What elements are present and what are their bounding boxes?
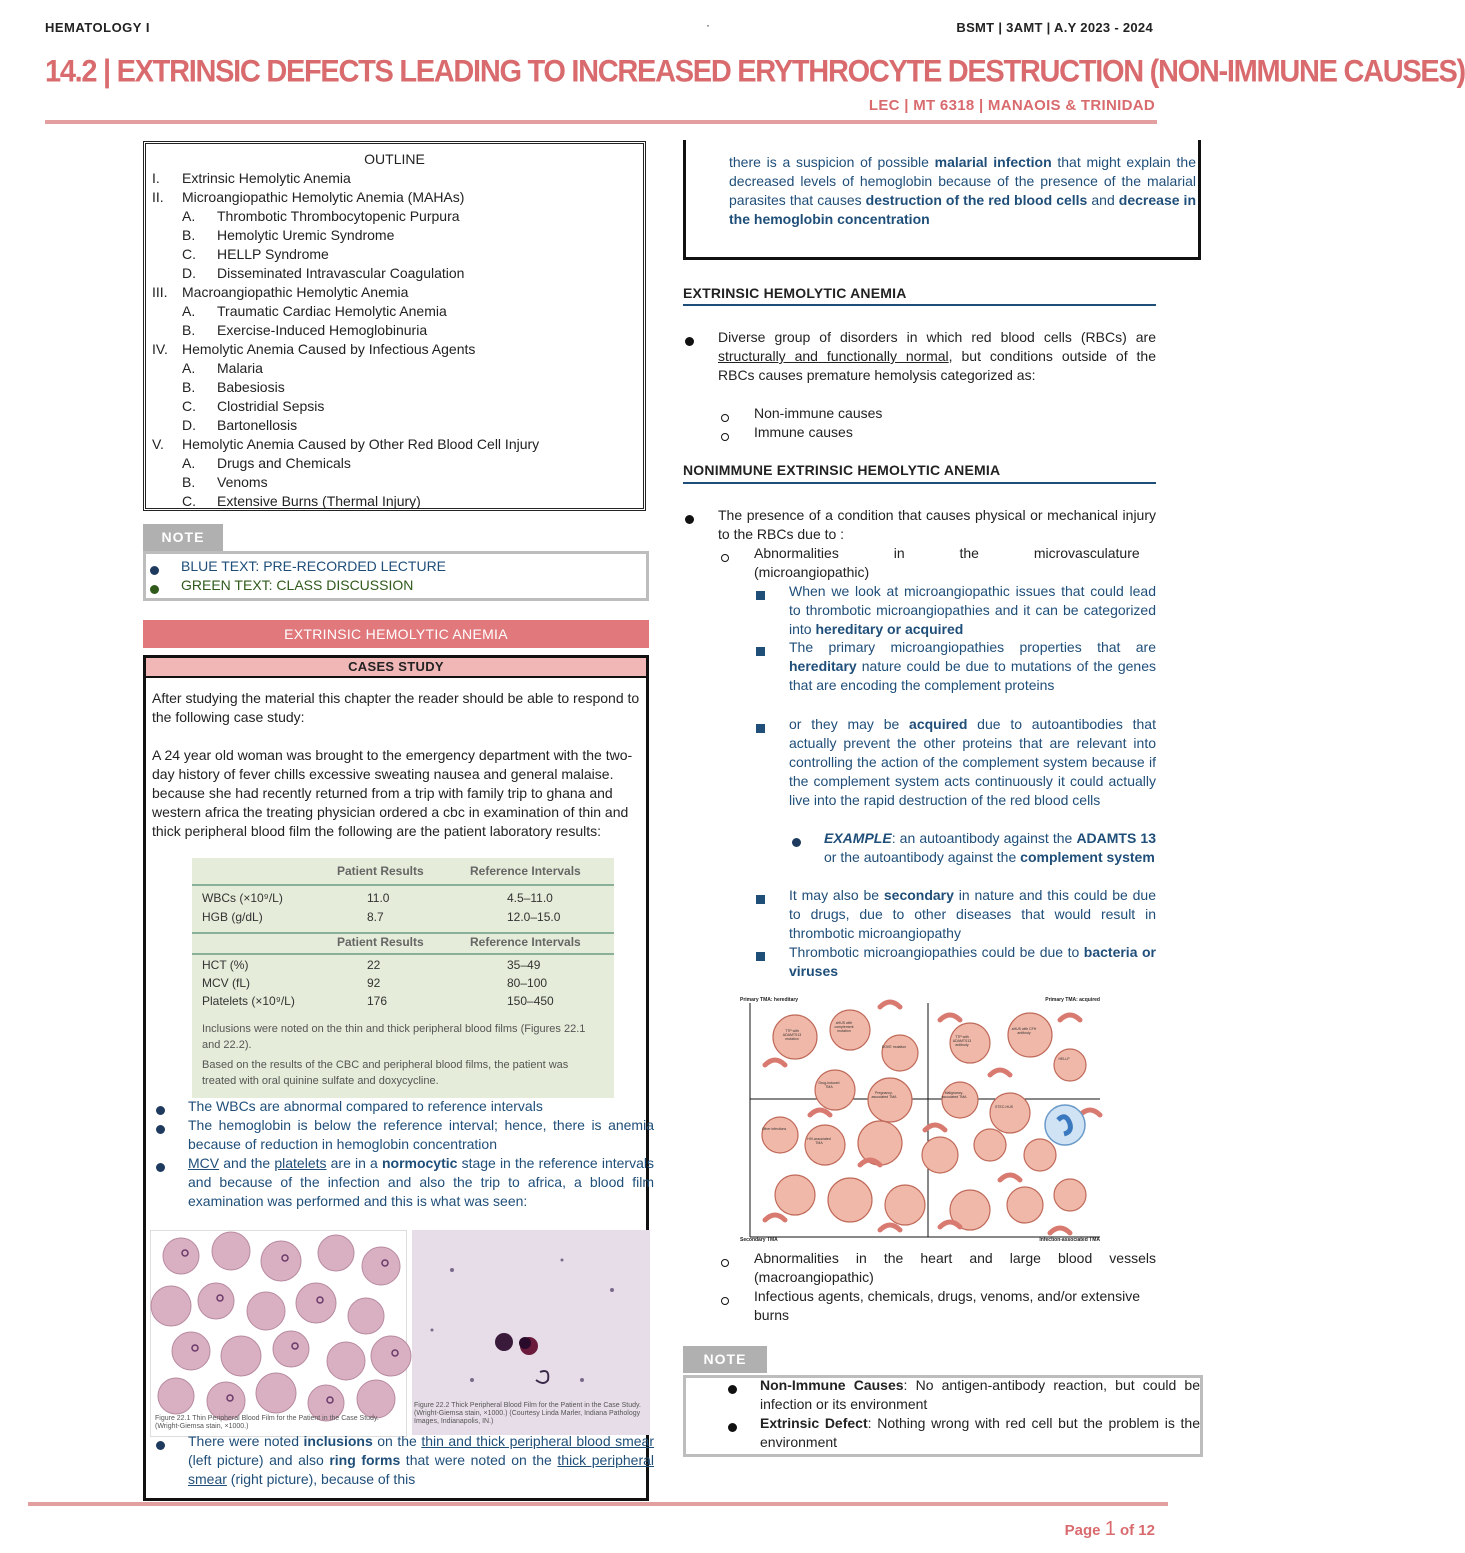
bullet-icon [156,1125,165,1134]
diagram-cell-label: Malignancy-associated TMA [941,1091,967,1099]
diagram-cell-label: TTP with ADAMTS13 mutation [782,1029,802,1041]
outline-item [146,283,643,302]
micro-note-5 [789,943,1156,981]
square-bullet-icon [756,952,765,961]
rbc-illustration [775,1175,815,1215]
note-nonimmune [760,1376,1200,1414]
rbc-illustration [762,1117,798,1153]
outline-marker: C. [182,398,196,414]
outline-marker: III. [152,284,168,300]
tma-diagram [740,995,1102,1245]
note-extrinsic-defect [760,1414,1200,1452]
category-immune: Immune causes [754,424,853,440]
outline-item [146,207,643,226]
schistocyte [860,1160,880,1165]
finding-mcv [188,1154,654,1211]
header-rule [45,120,1157,124]
outline-marker: IV. [152,341,168,357]
rbc-cell [296,1283,336,1323]
text: When we look at microangiopathic issues that could lead to thrombotic microangiopathies and it can be categorized into [789,583,1156,637]
outline-item [146,226,643,245]
bullet-icon [150,566,159,575]
lab-cell: 22 [367,958,381,972]
rbc-illustration [942,1082,978,1118]
note-tab: NOTE [143,524,223,551]
schistocyte [765,1215,785,1220]
diagram-label: Secondary TMA [740,1237,778,1243]
page-current: 1 [1104,1518,1116,1540]
outline-title: OUTLINE [364,151,425,167]
rbc-illustration [1054,1179,1086,1211]
lab-note-2: Based on the results of the CBC and peripheral blood films, the patient was treated with oral quinine sulfate and doxycycline. [202,1059,569,1087]
rbc-cell [221,1336,261,1376]
bullet-icon [156,1441,165,1450]
text: or the autoantibody against the [824,849,1021,865]
outline-item [146,302,643,321]
text: (left picture) and also [188,1452,330,1468]
square-bullet-icon [756,895,765,904]
diagram-cell-label: aHUS with complement mutation [834,1021,854,1033]
text: : an autoantibody against the [891,830,1077,846]
lab-note-1: Inclusions were noted on the thin and thick peripheral blood films (Figures 22.1 and 22.2). [202,1023,586,1051]
outline-item [146,188,643,207]
outline-marker: A. [182,208,196,224]
text: There were noted [188,1433,304,1449]
schistocyte [765,1060,785,1065]
rbc-illustration [858,1121,902,1165]
outline-marker: D. [182,417,196,433]
finding-hgb: The hemoglobin is below the reference interval; hence, there is anemia because of reduction in hemoglobin concentration [188,1117,654,1152]
diagram-cell-label: Pregnancy-associated TMA [871,1091,897,1099]
rbc-cell [327,1342,365,1380]
text: , but conditions outside of the RBCs causes premature hemolysis categorized as: [718,348,1156,383]
rbc-illustration [1007,1187,1043,1223]
term: hereditary [789,658,857,674]
note-green-text: GREEN TEXT: CLASS DISCUSSION [181,577,414,593]
lab-cell: 150–450 [507,994,554,1008]
lab-cell: 35–49 [507,958,541,972]
term: Extrinsic Defect [760,1415,868,1431]
diagram-label: Primary TMA: hereditary [740,997,799,1003]
text: nature could be due to mutations of the genes that are encoding the complement proteins [789,658,1156,693]
outline-item [146,321,643,340]
rbc-cell [172,1332,210,1370]
text: on the [372,1433,422,1449]
text: that were noted on the [400,1452,558,1468]
lab-cell: 80–100 [507,976,548,990]
rbc-illustration [1024,1139,1056,1171]
case-intro: After studying the material this chapter the reader should be able to respond to the following case study: [152,690,640,725]
diagram-label: Infection-associated TMA [1039,1237,1100,1243]
schistocyte [1050,1228,1070,1233]
outline-text: Traumatic Cardiac Hemolytic Anemia [217,303,447,319]
rbc-illustration [815,1070,855,1110]
term: structurally and functionally normal [718,348,949,364]
bullet-icon [685,515,694,524]
term: bacteria or viruses [789,944,1156,979]
text: and the [219,1155,275,1171]
extrinsic-definition [718,328,1156,385]
footer-rule [28,1502,1168,1506]
category-nonimmune: Non-immune causes [754,405,883,421]
circle-bullet-icon [721,1297,729,1305]
rbc-cell [261,1241,301,1281]
outline-marker: B. [182,474,196,490]
rbc-illustration [1008,1013,1052,1057]
term: normocytic [381,1155,458,1171]
lab-header-patient: Patient Results [337,864,424,878]
text: The primary microangiopathies properties that are [789,639,1156,655]
diagram-label: Primary TMA: acquired [1045,997,1100,1003]
lab-cell: 8.7 [367,910,384,924]
thick-blood-film-image [412,1230,650,1435]
schistocyte [1060,1015,1080,1020]
text: (right picture), because of this [226,1471,416,1487]
page-total: of 12 [1119,1522,1155,1539]
text: : No antigen-antibody reaction, but could be infection or its environment [760,1377,1200,1412]
lab-cell: MCV (fL) [202,976,250,990]
diagram-cell-label: Drug-induced TMA [818,1081,840,1089]
bullet-icon [685,337,694,346]
micro-note-4 [789,886,1156,943]
case-text: A 24 year old woman was brought to the emergency department with the two-day history of fever chills excessive sweating nausea and general malaise. because she had recently returned from a trip with family trip to ghana and western africa the treating physician ordered a cbc in examination of thin and thick peripheral blood film the following are the patient laboratory results: [152,747,633,839]
outline-text: Hemolytic Anemia Caused by Infectious Agents [182,341,476,357]
section-rule [683,482,1156,484]
text: and [1087,192,1119,208]
micro-note-1 [789,582,1156,639]
rbc-illustration [805,1125,845,1165]
rbc-cell [256,1373,296,1413]
rbc-cell [158,1378,194,1414]
term: EXAMPLE [824,830,892,846]
term: thick peripheral smear [188,1452,655,1487]
lab-cell: HCT (%) [202,958,249,972]
page-word: Page [1064,1522,1101,1539]
thin-film-cells [151,1231,406,1416]
note-blue-text: BLUE TEXT: PRE-RECORDED LECTURE [181,558,447,574]
malaria-suspicion [729,153,1196,229]
header-section: BSMT | 3AMT | A.Y 2023 - 2024 [956,20,1153,35]
text: Thrombotic microangiopathies could be due to [789,944,1084,960]
rbc-illustration [974,1129,1006,1161]
section-heading-extrinsic: EXTRINSIC HEMOLYTIC ANEMIA [683,285,907,301]
outline-marker: B. [182,379,196,395]
term: hereditary or acquired [815,621,964,637]
schistocyte [810,1110,830,1115]
schistocyte [880,1002,900,1007]
lab-cell: 11.0 [367,891,390,905]
rbc-cell [212,1232,250,1270]
schistocyte [925,1125,945,1130]
outline-box [143,141,646,511]
term: ADAMTS 13 [1076,830,1156,846]
cause-macrovascular: Abnormalities in the heart and large blood vessels (macroangiopathic) [754,1250,1156,1285]
cause-microvasculature: Abnormalities in the microvasculature (microangiopathic) [754,545,1140,580]
diagram-cell-label: aHUS with CFH antibody [1011,1027,1037,1035]
lab-cell: WBCs (×10⁹/L) [202,891,283,905]
outline-item [146,245,643,264]
micro-note-2 [789,638,1156,695]
rbc-cell [273,1331,309,1367]
rbc-cell [371,1336,411,1376]
outline-marker: B. [182,322,196,338]
rbc-illustration [828,1178,872,1222]
outline-item [146,397,643,416]
diagram-cell-label: TTP with ADAMTS13 antibody [952,1035,972,1047]
outline-item [146,264,643,283]
header-course: HEMATOLOGY I [45,20,150,35]
lab-cell: 176 [367,994,388,1008]
lab-results-table [192,858,614,1098]
figure-caption-right: Figure 22.2 Thick Peripheral Blood Film for the Patient in the Case Study. (Wright-Giemsa stain, ×1000.) (Courtesy Linda Marler, Indiana Pathology Images, Indianapolis, IN.) [414,1402,641,1425]
outline-text: Hemolytic Anemia Caused by Other Red Blood Cell Injury [182,436,540,452]
outline-marker: II. [152,189,164,205]
text: due to autoantibodies that actually prevent the other proteins that are relevant into controlling the action of the complement system because if the complement system acts continuously it could actually live into the rapid destruction of the red blood cells [789,716,1156,808]
section-heading-nonimmune: NONIMMUNE EXTRINSIC HEMOLYTIC ANEMIA [683,462,1001,478]
outline-item [146,169,643,188]
outline-text: Extensive Burns (Thermal Injury) [217,493,421,509]
page-number [1065,1518,1155,1541]
text: stage in the reference intervals and because of the infection and also the trip to africa, a blood film examination was performed and this is what was seen: [188,1155,654,1209]
rbc-cell [151,1286,191,1326]
rbc-cell [357,1380,395,1418]
rbc-cell [247,1292,285,1330]
outline-marker: V. [152,436,164,452]
outline-marker: C. [182,246,196,262]
schistocyte [1080,1110,1100,1115]
text: : Nothing wrong with red cell but the problem is the environment [760,1415,1200,1450]
lab-header-patient: Patient Results [337,935,424,949]
outline-text: Babesiosis [217,379,285,395]
outline-marker: I. [152,170,160,186]
text: there is a suspicion of possible [729,154,935,170]
term: destruction of the red blood cells [865,192,1088,208]
figure-caption-left: Figure 22.1 Thin Peripheral Blood Film for the Patient in the Case Study. (Wright-Giemsa stain, ×1000.) [155,1415,379,1430]
lab-cell: 12.0–15.0 [507,910,561,924]
lab-cell: 92 [367,976,381,990]
outline-text: Extrinsic Hemolytic Anemia [182,170,351,186]
outline-text: HELLP Syndrome [217,246,329,262]
outline-item [146,340,643,359]
schistocyte [990,1070,1010,1075]
text: It may also be [789,887,884,903]
rbc-cell [318,1235,354,1271]
square-bullet-icon [756,647,765,656]
outline-text: Clostridial Sepsis [217,398,325,414]
outline-list [146,169,643,511]
rbc-cell [348,1298,384,1334]
term: Non-Immune Causes [760,1377,904,1393]
lab-header-reference: Reference Intervals [470,935,581,949]
diagram-cell-label: Other infections [761,1127,787,1131]
schistocyte [940,1015,960,1020]
outline-marker: C. [182,493,196,509]
rbc-cell [198,1283,234,1319]
outline-text: Hemolytic Uremic Syndrome [217,227,395,243]
rbc-illustration [868,1078,912,1122]
rbc-cell [163,1238,199,1274]
page-subtitle: LEC | MT 6318 | MANAOIS & TRINIDAD [868,97,1155,114]
rbc-illustration [882,1035,918,1071]
outline-text: Microangiopathic Hemolytic Anemia (MAHAs) [182,189,465,205]
bullet-icon [728,1385,737,1394]
outline-item [146,416,643,435]
bullet-icon [156,1106,165,1115]
example-note [824,829,1156,867]
diagram-cell-label: STEC-HUS [995,1105,1013,1109]
bullet-icon [792,838,801,847]
outline-text: Venoms [217,474,268,490]
outline-text: Exercise-Induced Hemoglobinuria [217,322,428,338]
thin-blood-film-image [150,1230,407,1437]
outline-text: Bartonellosis [217,417,298,433]
lab-cell: 4.5–11.0 [507,891,553,905]
case-study-title: CASES STUDY [146,658,646,678]
term: platelets [274,1155,327,1171]
finding-wbc: The WBCs are abnormal compared to reference intervals [188,1098,543,1114]
term: complement system [1020,849,1155,865]
outline-item [146,378,643,397]
circle-bullet-icon [721,554,729,562]
term: thin and thick peripheral blood smear [421,1433,655,1449]
leukocyte [1045,1105,1085,1145]
term: acquired [909,716,968,732]
term: inclusions [303,1433,373,1449]
square-bullet-icon [756,591,765,600]
outline-item [146,473,643,492]
outline-text: Thrombotic Thrombocytopenic Purpura [217,208,460,224]
outline-marker: A. [182,360,196,376]
circle-bullet-icon [721,414,729,422]
bullet-icon [150,585,159,594]
bullet-icon [728,1423,737,1432]
lab-cell: Platelets (×10⁹/L) [202,994,295,1008]
outline-item [146,359,643,378]
note-box [143,551,649,601]
term: ring forms [329,1452,401,1468]
outline-marker: B. [182,227,196,243]
outline-marker: A. [182,455,196,471]
outline-text: Malaria [217,360,263,376]
outline-text: Disseminated Intravascular Coagulation [217,265,465,281]
note-tab: NOTE [683,1346,767,1373]
term: malarial infection [934,154,1052,170]
header-dot: · [706,18,710,32]
square-bullet-icon [756,724,765,733]
rbc-illustration [990,1093,1030,1133]
circle-bullet-icon [721,433,729,441]
finding-inclusions [188,1432,654,1489]
lab-cell: HGB (g/dL) [202,910,263,924]
schistocyte [940,1222,960,1227]
schistocyte [880,1225,900,1230]
term: decrease in the hemoglobin concentration [729,192,1196,227]
diagram-cell-label: DGKE mutation [881,1045,907,1049]
rbc-illustration [922,1137,958,1173]
schistocyte [1000,1175,1020,1180]
nonimmune-definition: The presence of a condition that causes physical or mechanical injury to the RBCs due to : [718,507,1156,542]
page-title: 14.2 | EXTRINSIC DEFECTS LEADING TO INCREASED ERYTHROCYTE DESTRUCTION (NON-IMMUNE CAUSES) [45,54,1465,90]
section-rule [683,304,1156,306]
text: or they may be [789,716,910,732]
outline-text: Macroangiopathic Hemolytic Anemia [182,284,409,300]
text: are in a [326,1155,382,1171]
outline-marker: D. [182,265,196,281]
text: Diverse group of disorders in which red blood cells (RBCs) are [718,329,1156,345]
bullet-icon [156,1163,165,1172]
rbc-illustration [885,1185,925,1225]
rbc-illustration [1054,1049,1086,1081]
term: secondary [883,887,954,903]
outline-item [146,454,643,473]
cause-infectious: Infectious agents, chemicals, drugs, venoms, and/or extensive burns [754,1288,1140,1323]
outline-text: Drugs and Chemicals [217,455,351,471]
section-band: EXTRINSIC HEMOLYTIC ANEMIA [143,620,649,648]
circle-bullet-icon [721,1259,729,1267]
outline-item [146,435,643,454]
term: MCV [188,1155,220,1171]
text: that might explain the decreased levels of hemoglobin because of the presence of the malarial parasites that causes [729,154,1196,208]
outline-item [146,492,643,511]
diagram-cell-label: HIV-associated TMA [807,1137,831,1145]
micro-note-3 [789,715,1156,810]
text: in nature and this could be due to drugs, due to other diseases that would result in thrombotic microangiopathy [789,887,1156,941]
diagram-cell-label: HELLP [1058,1057,1070,1061]
rbc-cell [362,1247,400,1285]
outline-marker: A. [182,303,196,319]
thick-film-parasites [412,1230,650,1405]
lab-header-reference: Reference Intervals [470,864,581,878]
